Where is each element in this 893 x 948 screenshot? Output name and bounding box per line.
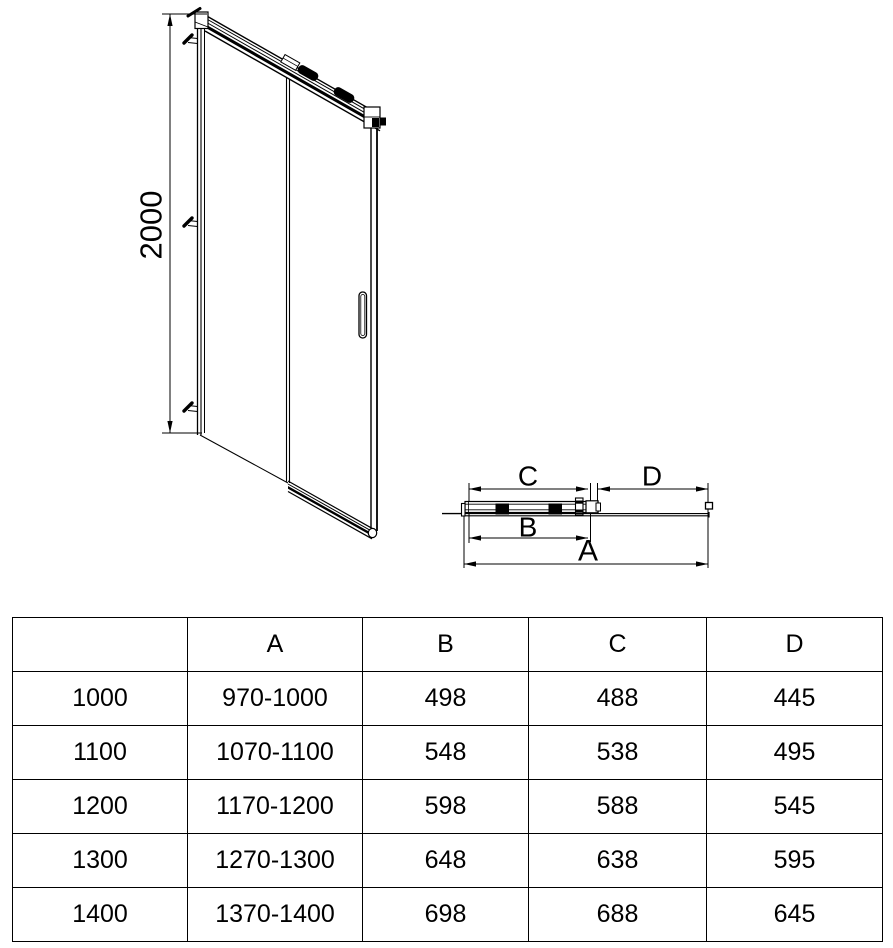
plan-rail-bracket: [586, 501, 601, 513]
height-dimension-label: 2000: [133, 190, 169, 260]
dimension-a: [464, 535, 708, 568]
cell-a: 1370-1400: [188, 888, 363, 942]
cell-size: 1400: [13, 888, 188, 942]
plan-view-drawing: [442, 461, 713, 569]
plan-roller: [496, 504, 510, 515]
table-row: [13, 780, 883, 834]
wall-bracket: [184, 35, 198, 44]
plan-right-wall-bracket: [706, 503, 713, 510]
rail-end-cap-left: [188, 9, 208, 29]
front-view-drawing: [134, 9, 387, 539]
table-row: [13, 726, 883, 780]
header-c: C: [529, 618, 707, 672]
rail-corner-bracket: [364, 107, 386, 128]
cell-d: 545: [707, 780, 883, 834]
cell-b: 498: [363, 672, 529, 726]
left-wall-profile: [198, 28, 205, 435]
dimension-c-label: C: [517, 460, 539, 492]
cell-a: 1070-1100: [188, 726, 363, 780]
wall-bracket: [184, 218, 198, 227]
wall-bracket: [184, 403, 198, 412]
table-header-row: [13, 618, 883, 672]
cell-c: 588: [529, 780, 707, 834]
cell-d: 495: [707, 726, 883, 780]
cell-c: 638: [529, 834, 707, 888]
height-dimension: [134, 14, 208, 433]
header-b: B: [363, 618, 529, 672]
bottom-rail-end-cap: [368, 528, 376, 537]
floor-line: [200, 435, 288, 483]
cell-size: 1000: [13, 672, 188, 726]
cell-b: 548: [363, 726, 529, 780]
cell-d: 645: [707, 888, 883, 942]
table-row: [13, 834, 883, 888]
header-size: [13, 618, 188, 672]
cell-a: 1170-1200: [188, 780, 363, 834]
plan-left-wall: [442, 504, 465, 517]
cell-c: 688: [529, 888, 707, 942]
size-table: [12, 617, 883, 942]
cell-size: 1200: [13, 780, 188, 834]
cell-a: 970-1000: [188, 672, 363, 726]
cell-size: 1100: [13, 726, 188, 780]
table-row: [13, 888, 883, 942]
bottom-rail: [288, 481, 377, 539]
dimension-a-label: A: [577, 534, 599, 568]
door-handle: [359, 292, 367, 338]
cell-d: 445: [707, 672, 883, 726]
cell-d: 595: [707, 834, 883, 888]
plan-roller: [549, 504, 563, 515]
header-a: A: [188, 618, 363, 672]
dimension-d: [598, 461, 708, 492]
panel-overlap-edge: [287, 78, 290, 483]
right-door-stile: [371, 126, 377, 531]
cell-b: 698: [363, 888, 529, 942]
top-rail: [205, 15, 380, 131]
dimension-b-label: B: [518, 511, 538, 543]
rail-clamp-detail: [281, 55, 300, 71]
cell-b: 648: [363, 834, 529, 888]
table-row: [13, 672, 883, 726]
cell-c: 538: [529, 726, 707, 780]
plan-adjustment-pin: [576, 498, 584, 515]
cell-a: 1270-1300: [188, 834, 363, 888]
dimension-d-label: D: [641, 460, 663, 492]
cell-size: 1300: [13, 834, 188, 888]
header-d: D: [707, 618, 883, 672]
cell-b: 598: [363, 780, 529, 834]
dimension-c: [469, 461, 588, 492]
cell-c: 488: [529, 672, 707, 726]
